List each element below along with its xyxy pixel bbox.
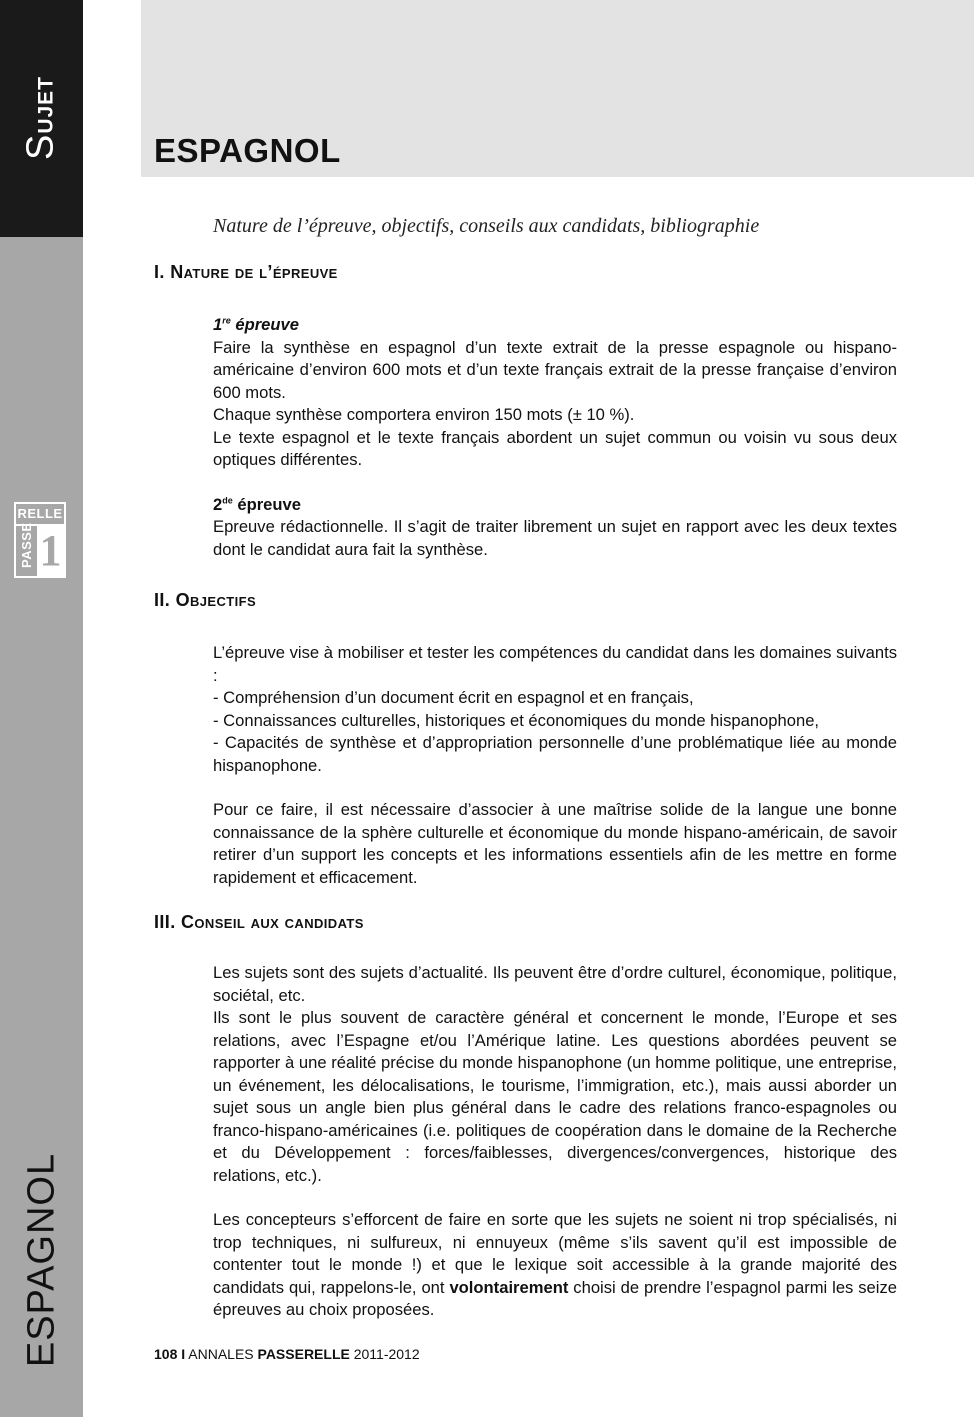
epreuve1-line: Chaque synthèse comportera environ 150 mots (± 10 %). xyxy=(213,405,635,424)
epreuve2-text: Epreuve rédactionnelle. Il s’agit de traiter librement un sujet en rapport avec les deux textes dont le candidat aura fait la synthèse. xyxy=(213,517,897,559)
subject-vertical-label: ESPAGNOL xyxy=(20,1152,63,1368)
page-number: 108 I xyxy=(154,1346,186,1362)
objectifs-item: - Capacités de synthèse et d’appropriation personnelle d’une problématique liée au monde hispanophone. xyxy=(213,733,897,775)
section-heading-nature: I. Nature de l’épreuve xyxy=(154,262,338,282)
page-footer: 108 I ANNALES PASSERELLE 2011-2012 xyxy=(154,1346,420,1362)
logo-top-text: RELLE xyxy=(16,504,64,526)
section-heading-conseil: III. Conseil aux candidats xyxy=(154,912,364,932)
section-heading-objectifs: II. Objectifs xyxy=(154,590,257,610)
conseil-paragraph-2: Ils sont le plus souvent de caractère général et concernent le monde, l’Europe et ses relations, avec l’Espagne et/ou l’Amérique latine. Les questions abordées peuvent se rapporter à une réalité précise du monde hispanophone (un homme politique, une entreprise, un événement, les délocalisations, le tourisme, l’immigration, etc.), mais aussi aborder un sujet sous un angle bien plus général dans le cadre des relations franco-espagnoles ou franco-hispano-américaines (i.e. politiques de coopération dans le domaine de la Recherche et du Développement : forces/faiblesses, divergences/convergences, historique des relations, etc.). xyxy=(213,1008,897,1185)
sujet-label: Sujet xyxy=(19,75,62,161)
footer-brand: PASSERELLE xyxy=(257,1346,350,1362)
section-objectifs-body xyxy=(213,642,897,889)
conseil-paragraph-3: Les concepteurs s’efforcent de faire en sorte que les sujets ne soient ni trop spécialisés, ni trop techniques, ni sulfureux, ni ennuyeux (même s’ils savent qu’il est impossible de contenter tout le monde !) et que le lexique soit accessible à la grande majorité des candidats qui, rappelons-le, ont volontairement choisi de prendre l’espagnol parmi les seize épreuves au choix proposées. xyxy=(213,1210,897,1319)
epreuve2-title: 2de épreuve xyxy=(213,494,302,514)
objectifs-item: - Compréhension d’un document écrit en espagnol et en français, xyxy=(213,688,694,707)
epreuve1-line: Le texte espagnol et le texte français abordent un sujet commun ou voisin vu sous deux optiques différentes. xyxy=(213,427,897,469)
objectifs-paragraph: Pour ce faire, il est nécessaire d’associer à une maîtrise solide de la langue une bonne connaissance de la sphère culturelle et économique du monde hispano-américain, de savoir retirer d’un support les concepts et les informations essentiels afin de les mettre en forme rapidement et efficacement. xyxy=(213,800,897,887)
objectifs-item: - Connaissances culturelles, historiques et économiques du monde hispanophone, xyxy=(213,710,820,730)
section-nature-body xyxy=(213,314,897,561)
objectifs-intro: L’épreuve vise à mobiliser et tester les compétences du candidat dans les domaines suivants : xyxy=(213,643,897,685)
emphasis-volontairement: volontairement xyxy=(449,1277,569,1297)
page-subtitle: Nature de l’épreuve, objectifs, conseils aux candidats, bibliographie xyxy=(213,215,760,237)
conseil-paragraph-1: Les sujets sont des sujets d’actualité. Ils peuvent être d’ordre culturel, économique, politique, sociétal, etc. xyxy=(213,963,897,1005)
section-conseil-body xyxy=(213,962,897,1322)
epreuve1-line: Faire la synthèse en espagnol d’un texte extrait de la presse espagnole ou hispano-américaine d’environ 600 mots et d’un texte français extrait de la presse française d’environ 600 mots. xyxy=(213,337,897,402)
logo-side-text: PASSE xyxy=(19,522,34,568)
epreuve1-title: 1re épreuve xyxy=(213,315,300,334)
logo-number: 1 xyxy=(37,525,64,576)
passerelle-logo xyxy=(14,502,66,578)
page-title: ESPAGNOL xyxy=(154,132,341,169)
